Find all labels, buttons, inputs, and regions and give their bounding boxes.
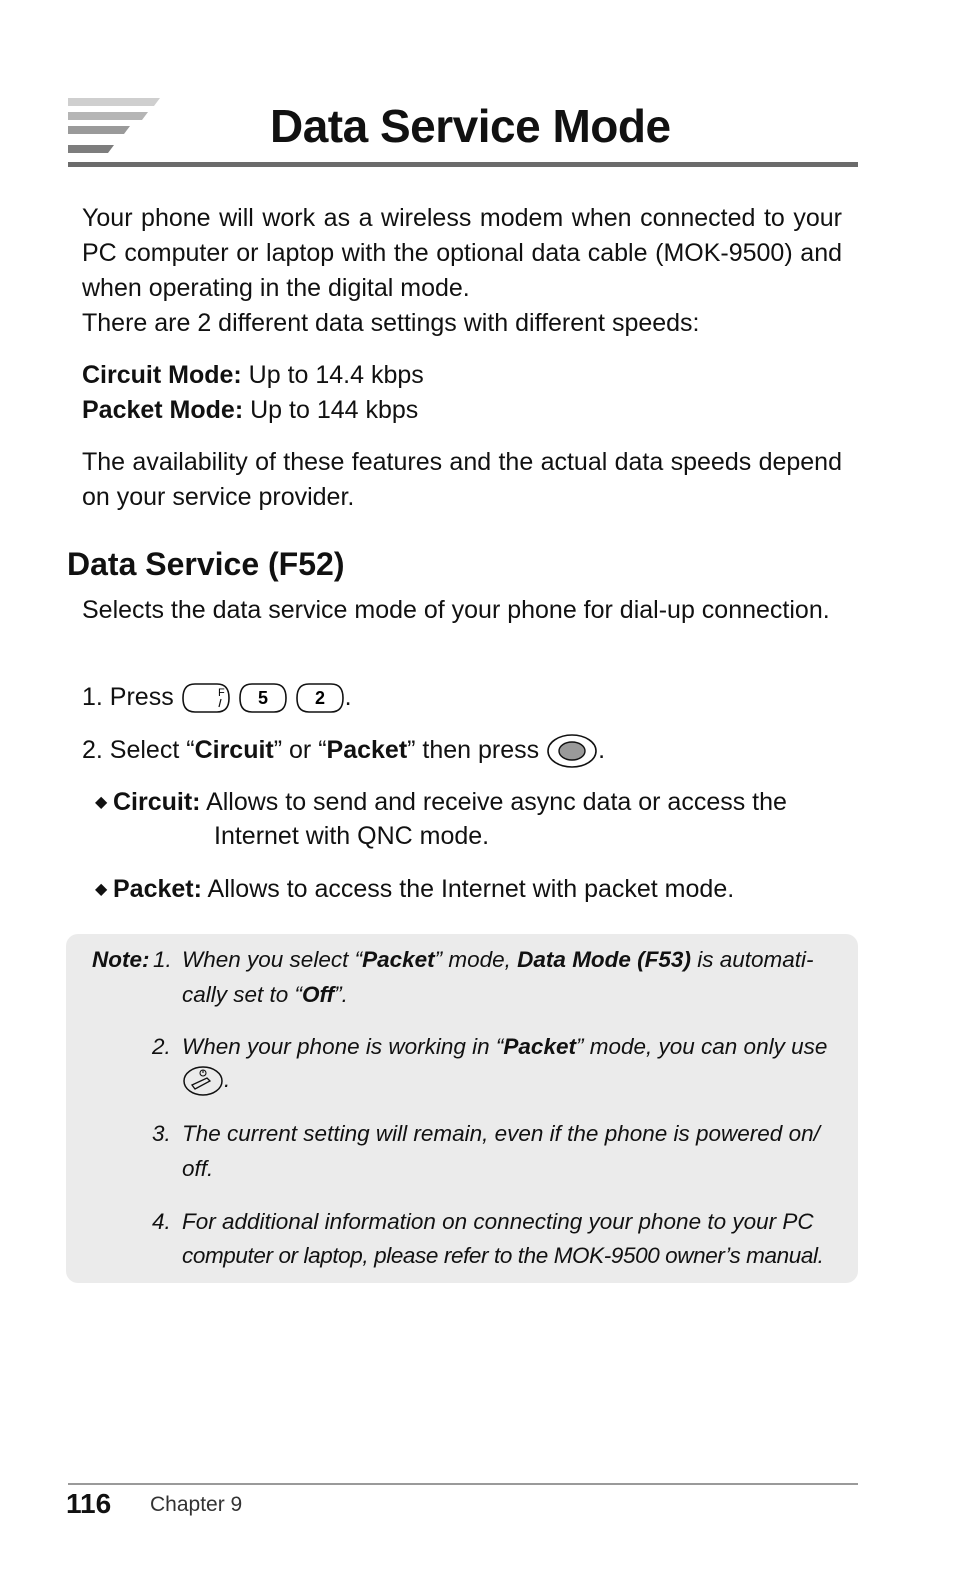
note-emphasis: Data Mode (F53) [517,947,691,972]
note-2-line-2 [182,1062,230,1097]
step-2-packet: Packet [326,736,408,764]
function-key-glyph: F [217,687,225,700]
diamond-bullet-icon: ◆ [95,794,108,811]
circuit-bullet-label: Circuit: [113,788,201,816]
note-2-number: 2. [152,1034,171,1059]
note-3-line-1: The current setting will remain, even if the phone is powered on/ [182,1121,820,1146]
chapter-label: Chapter 9 [150,1493,243,1516]
note-3-number: 3. [152,1121,171,1146]
step-2-then: ” then press [407,736,540,764]
header-stripes-icon [68,98,163,159]
circuit-mode-label: Circuit Mode: [82,361,242,389]
function-key-icon [181,681,231,715]
circuit-mode-line [82,358,424,393]
circuit-bullet [95,785,787,820]
note-1-number: 1. [153,947,172,972]
note-text: is automati- [690,947,814,972]
packet-mode-label: Packet Mode: [82,396,244,424]
note-emphasis: Packet [503,1034,576,1059]
packet-bullet-text: Allows to access the Internet with packet mode. [201,875,735,903]
note-4-line-1: For additional information on connecting your phone to your PC [182,1209,814,1234]
key-5-glyph: 5 [257,688,268,709]
note-3-line-2: off. [182,1156,214,1181]
key-2-glyph: 2 [314,688,325,709]
title-divider [68,162,858,167]
step-2-circuit: Circuit [194,736,274,764]
note-text: . [224,1067,231,1092]
key-5-icon [238,681,288,715]
step-2-text: 2. Select “ [82,736,195,764]
note-text: cally set to “ [182,982,303,1007]
note-1-line-1 [182,942,814,977]
note-4-number: 4. [152,1209,171,1234]
note-text: ”. [334,982,348,1007]
ok-key-icon [546,733,598,769]
note-2-line-1 [182,1029,827,1064]
diamond-bullet-icon: ◆ [95,881,108,898]
note-text: ” mode, you can only use [575,1034,828,1059]
footer-divider [68,1483,858,1485]
packet-mode-value: Up to 144 kbps [243,396,419,424]
packet-mode-line [82,393,418,428]
note-4-line-2: computer or laptop, please refer to the MOK-9500 owner’s manual. [182,1243,824,1268]
step-2 [82,733,605,769]
packet-bullet [95,872,734,907]
availability-paragraph: The availability of these features and the actual data speeds depend on your service provider. [82,448,842,511]
intro-paragraph: Your phone will work as a wireless modem when connected to your PC computer or laptop with the optional data cable (MOK-9500) and when operating in the digital mode. [82,204,842,302]
step-2-end: . [598,736,606,764]
step-1 [82,680,352,715]
key-2-icon [295,681,345,715]
note-text: ” mode, [434,947,518,972]
step-1-end: . [344,683,352,711]
note-text: When your phone is working in “ [182,1034,504,1059]
packet-bullet-label: Packet: [113,875,202,903]
section-heading: Data Service (F52) [67,546,345,582]
page-number: 116 [66,1488,112,1519]
circuit-bullet-continuation: Internet with QNC mode. [214,822,490,850]
note-label: Note: [92,947,150,972]
end-key-icon [182,1065,224,1097]
page-title: Data Service Mode [270,100,671,152]
step-1-text: 1. Press [82,683,174,711]
step-2-or: ” or “ [273,736,327,764]
circuit-mode-value: Up to 14.4 kbps [241,361,424,389]
section-description: Selects the data service mode of your phone for dial-up connection. [82,596,830,624]
note-emphasis: Off [302,982,335,1007]
note-1-line-2 [182,977,348,1012]
circuit-bullet-text: Allows to send and receive async data or access the [200,788,787,816]
intro-settings-text: There are 2 different data settings with different speeds: [82,309,700,337]
note-emphasis: Packet [362,947,435,972]
note-text: When you select “ [182,947,363,972]
